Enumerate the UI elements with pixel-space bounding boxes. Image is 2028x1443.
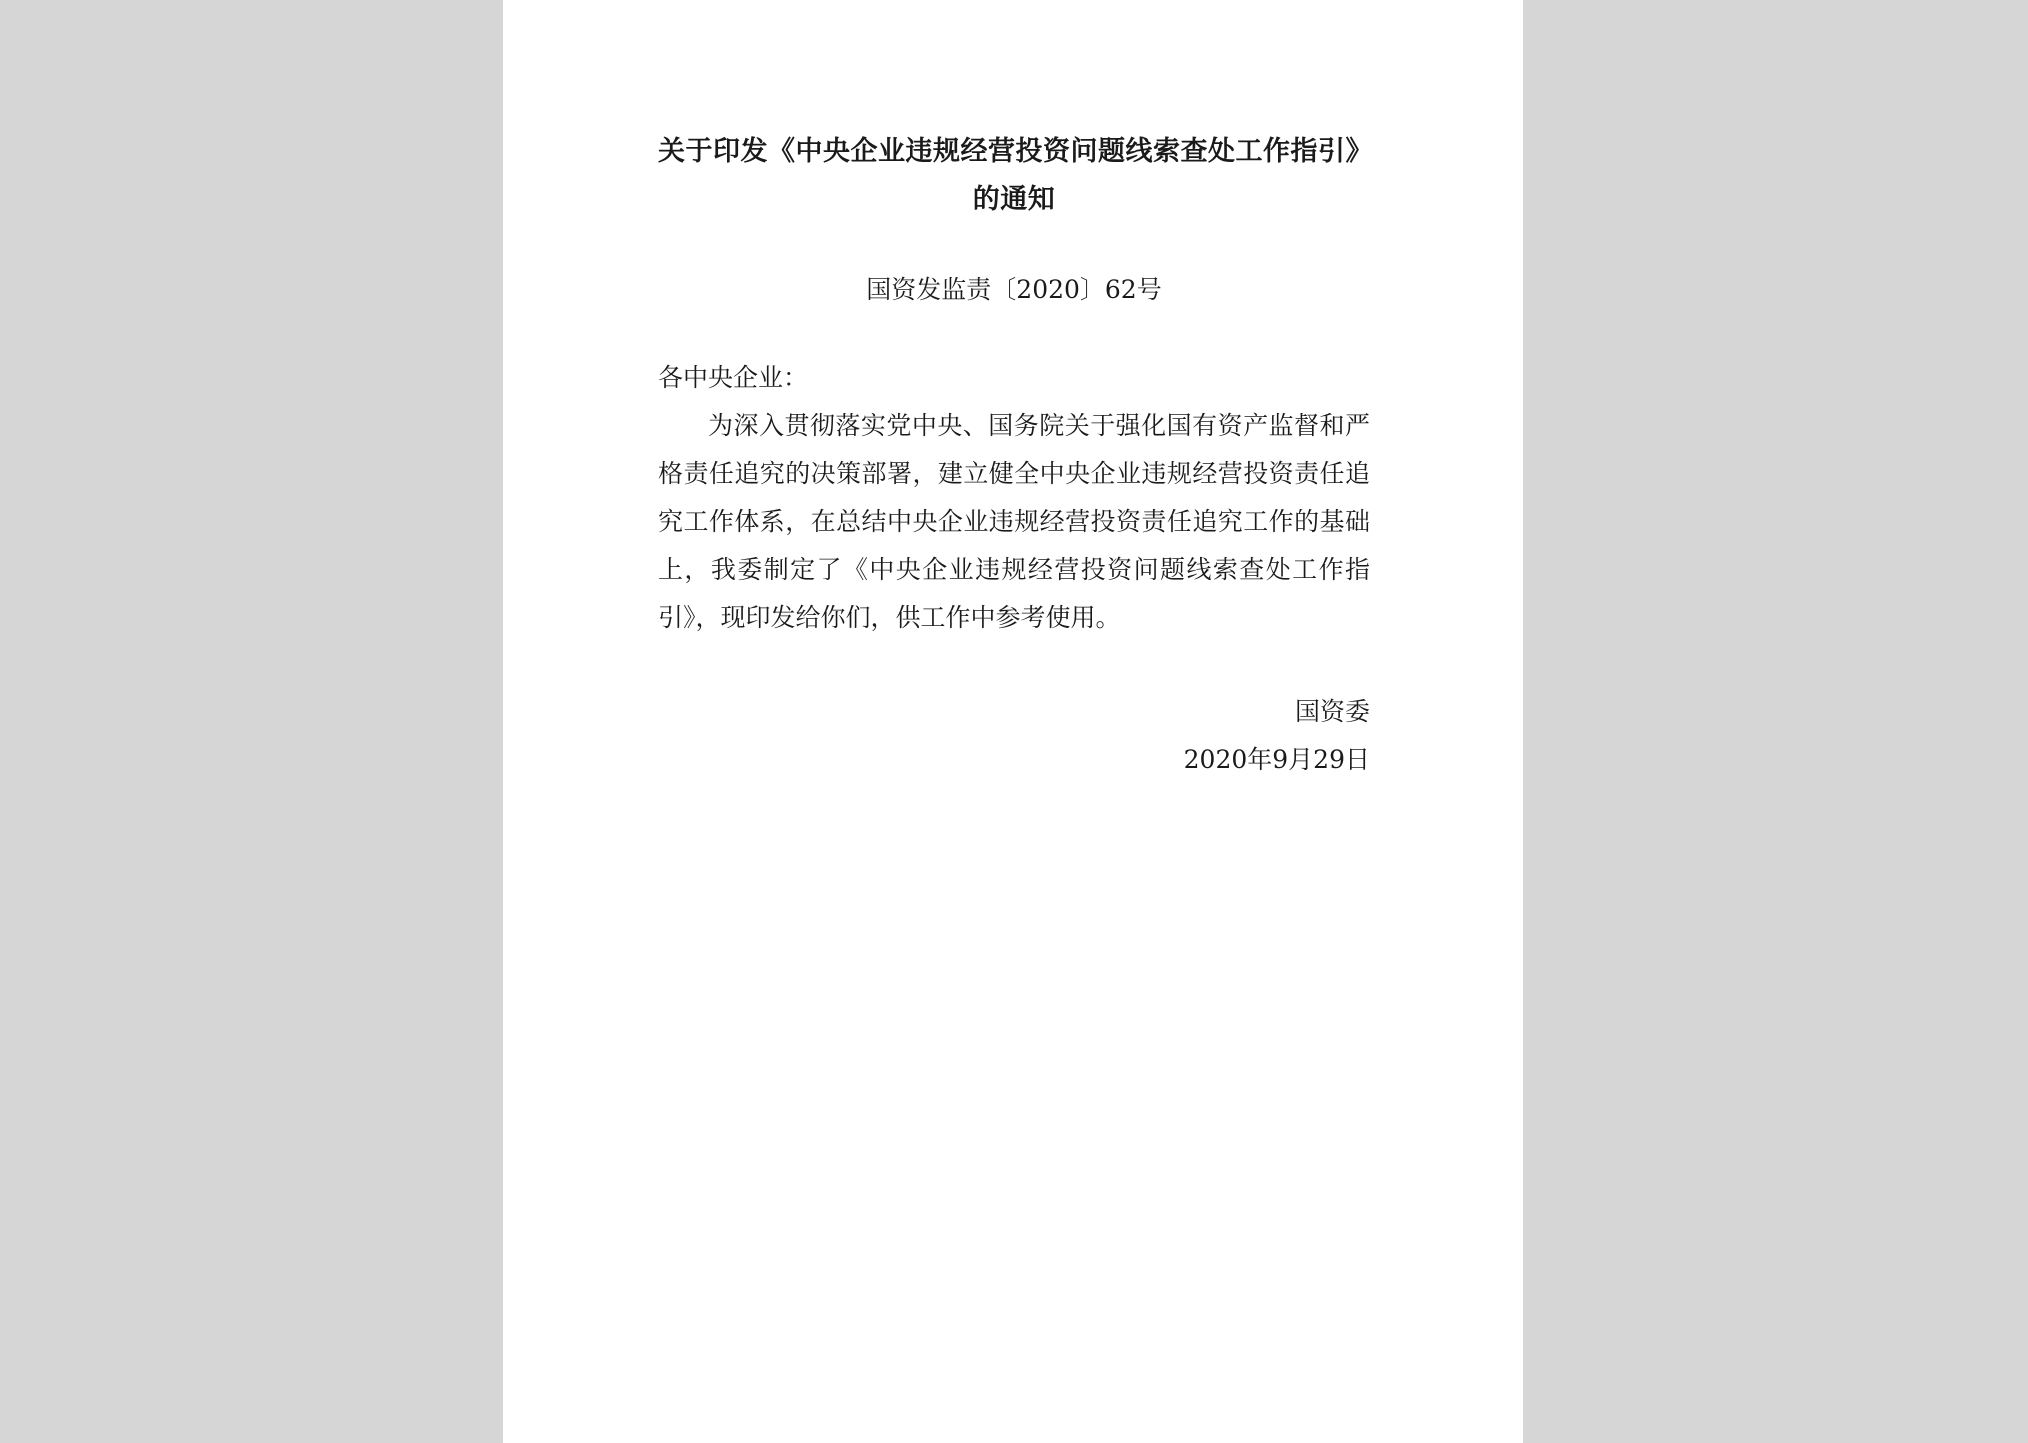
document-number: 国资发监责〔2020〕62号	[866, 275, 1162, 304]
issuer: 国资委	[1294, 697, 1370, 726]
title-line-1: 关于印发《中央企业违规经营投资问题线索查处工作指引》	[658, 136, 1373, 167]
document-title	[658, 128, 1373, 224]
document-page	[503, 0, 1523, 1443]
issue-date: 2020年9月29日	[1183, 745, 1370, 774]
document-content	[658, 128, 1373, 784]
body-paragraph: 为深入贯彻落实党中央、国务院关于强化国有资产监督和严格责任追究的决策部署，建立健全中央企业违规经营投资责任追究工作体系，在总结中央企业违规经营投资责任追究工作的基础上，我委制定了《中央企业违规经营投资问题线索查处工作指引》，现印发给你们，供工作中参考使用。	[658, 411, 1370, 632]
salutation: 各中央企业：	[658, 363, 809, 392]
signature-block	[658, 688, 1370, 784]
title-line-2: 的通知	[972, 184, 1056, 215]
